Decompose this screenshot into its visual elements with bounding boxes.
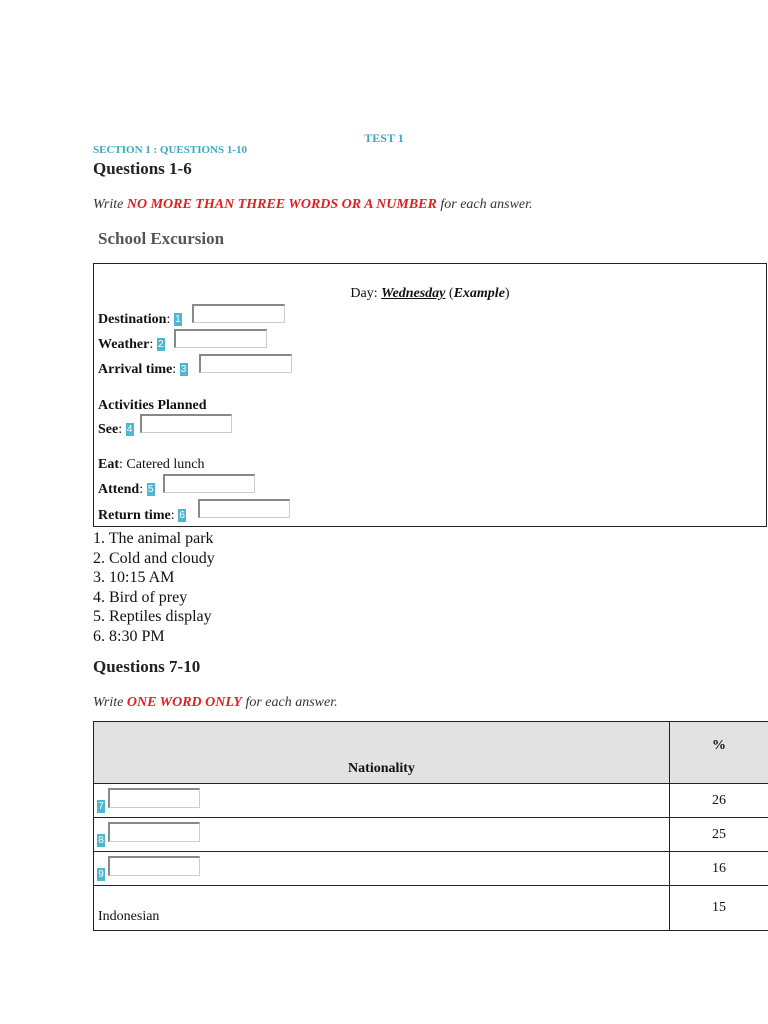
table-header-row (94, 722, 768, 784)
nationality-input-8[interactable] (108, 822, 200, 842)
percent-cell: 26 (670, 784, 768, 818)
column-header-percent: % (670, 722, 768, 784)
destination-row: Destination: 1 (98, 312, 181, 327)
section-label: SECTION 1 : QUESTIONS 1-10 (93, 144, 248, 156)
table-row (94, 784, 768, 818)
answer-item: 3. 10:15 AM (93, 569, 175, 587)
question-number-badge: 5 (147, 484, 154, 496)
day-label: Day (350, 286, 374, 301)
nationality-table (93, 721, 768, 931)
attend-input[interactable] (163, 474, 255, 493)
see-input[interactable] (140, 414, 232, 433)
question-number-badge: 7 (98, 801, 104, 812)
answer-item: 2. Cold and cloudy (93, 549, 215, 567)
return-row: Return time: 6 (98, 508, 185, 523)
see-label: See (98, 422, 119, 437)
destination-label: Destination (98, 312, 167, 327)
nationality-value: Indonesian (98, 909, 160, 924)
activities-heading-text: Activities Planned (98, 398, 207, 413)
table-row (94, 852, 768, 886)
instruction-highlight: NO MORE THAN THREE WORDS OR A NUMBER (126, 197, 437, 212)
weather-label: Weather (98, 337, 150, 352)
answer-list (93, 529, 215, 647)
return-time-input[interactable] (198, 499, 290, 518)
see-row: See: 4 (98, 422, 133, 437)
answer-item: 1. The animal park (93, 530, 214, 547)
questions-7-10-heading: Questions 7-10 (93, 657, 201, 676)
question-number-badge: 9 (98, 869, 104, 880)
answer-item: 5. Reptiles display (93, 608, 212, 626)
nationality-cell (94, 784, 670, 818)
percent-cell: 25 (670, 818, 768, 852)
day-example: Example (453, 286, 505, 301)
question-number-badge: 6 (179, 510, 185, 522)
nationality-cell (94, 818, 670, 852)
nationality-cell (94, 852, 670, 886)
question-number-badge: 3 (180, 364, 187, 376)
day-line: Day: Wednesday (Example) (350, 286, 510, 301)
instruction-text: Write (93, 695, 127, 710)
test-title: TEST 1 (364, 131, 404, 145)
arrival-row: Arrival time: 3 (98, 362, 187, 377)
question-number-badge: 8 (98, 835, 104, 846)
weather-row: Weather: 2 (98, 337, 164, 352)
eat-value: Catered lunch (126, 457, 205, 472)
questions-1-6-heading: Questions 1-6 (93, 159, 192, 178)
instruction-text: Write (93, 197, 127, 212)
instruction-part2 (93, 695, 338, 711)
nationality-cell (94, 886, 670, 931)
arrival-label: Arrival time (98, 362, 173, 377)
percent-cell: 16 (670, 852, 768, 886)
question-number-badge: 4 (126, 424, 133, 436)
eat-label: Eat (98, 457, 119, 472)
nationality-input-7[interactable] (108, 788, 200, 808)
instruction-text: for each answer. (241, 695, 338, 710)
form-title: School Excursion (98, 229, 225, 248)
destination-input[interactable] (192, 304, 285, 323)
activities-heading (98, 398, 207, 414)
percent-cell: 15 (670, 886, 768, 931)
instruction-highlight: ONE WORD ONLY (126, 695, 242, 710)
instruction-text: for each answer. (436, 197, 533, 212)
table-row (94, 886, 768, 931)
attend-label: Attend (98, 482, 140, 497)
answer-item: 6. 8:30 PM (93, 627, 165, 645)
excursion-form (93, 263, 767, 527)
return-label: Return time (98, 508, 171, 523)
day-value: Wednesday (381, 286, 446, 301)
instruction-part1 (93, 197, 533, 213)
question-number-badge: 1 (175, 314, 181, 326)
arrival-time-input[interactable] (199, 354, 292, 373)
eat-row: Eat: Catered lunch (98, 457, 205, 472)
table-row (94, 818, 768, 852)
weather-input[interactable] (174, 329, 267, 348)
nationality-input-9[interactable] (108, 856, 200, 876)
answer-item: 4. Bird of prey (93, 588, 188, 606)
column-header-nationality: Nationality (94, 722, 670, 784)
attend-row: Attend: 5 (98, 482, 154, 497)
question-number-badge: 2 (157, 339, 164, 351)
